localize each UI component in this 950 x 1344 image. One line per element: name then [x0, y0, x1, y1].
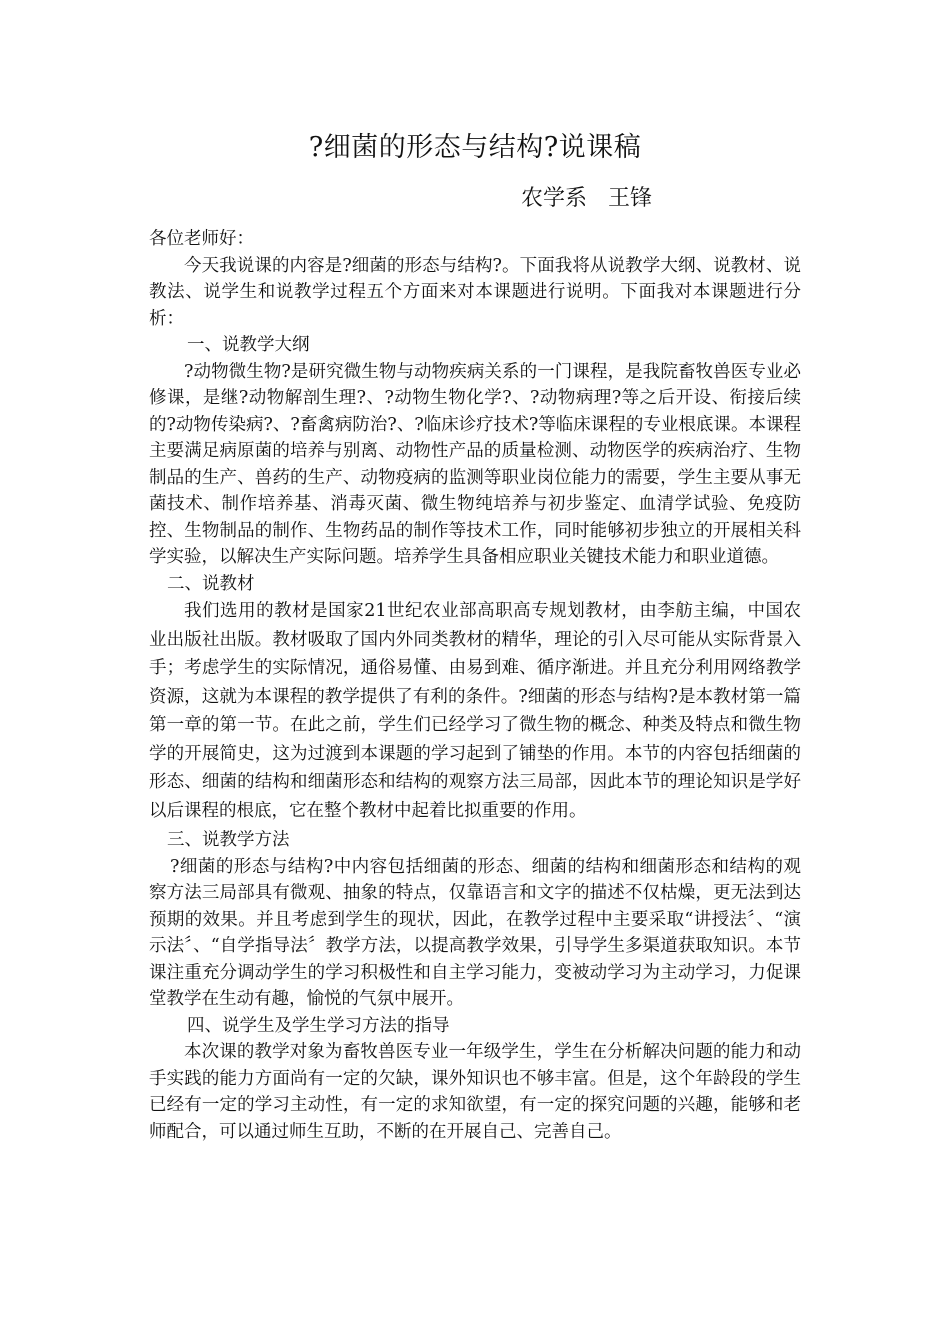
section-paragraph-syllabus: ?动物微生物?是研究微生物与动物疾病关系的一门课程，是我院畜牧兽医专业必修课，是继?动物解剖生理?、?动物生物化学?、?动物病理?等之后开设、衔接后续的?动物传染病?、?畜禽病防治?、?临床诊疗技术?等临床课程的专业根底课。本课程主要满足病原菌的培养与别离、动物性产品的质量检测、动物医学的疾病治疗、生物制品的生产、兽药的生产、动物疫病的监测等职业岗位能力的需要，学生主要从事无菌技术、制作培养基、消毒灭菌、微生物纯培养与初步鉴定、血清学试验、免疫防控、生物制品的制作、生物药品的制作等技术工作，同时能够初步独立的开展相关科学实验，以解决生产实际问题。培养学生具备相应职业关键技术能力和职业道德。 — [149, 361, 801, 567]
section-paragraph-textbook: 我们选用的教材是国家21世纪农业部高职高专规划教材，由李舫主编，中国农业出版社出版。教材吸取了国内外同类教材的精华，理论的引入尽可能从实际背景入手；考虑学生的实际情况，通俗易懂、由易到难、循序渐进。并且充分利用网络教学资源，这就为本课程的教学提供了有利的条件。?细菌的形态与结构?是本教材第一篇第一章的第一节。在此之前，学生们已经学习了微生物的概念、种类及特点和微生物学的开展简史，这为过渡到本课题的学习起到了铺垫的作用。本节的内容包括细菌的形态、细菌的结构和细菌形态和结构的观察方法三局部，因此本节的理论知识是学好以后课程的根底，它在整个教材中起着比拟重要的作用。 — [149, 601, 801, 821]
section-heading-method: 三、说教学方法 — [167, 830, 290, 850]
section-heading-syllabus: 一、说教学大纲 — [187, 335, 310, 355]
greeting: 各位老师好： — [149, 229, 254, 249]
section-paragraph-method: ?细菌的形态与结构?中内容包括细菌的形态、细菌的结构和细菌形态和结构的观察方法三局部具有微观、抽象的特点，仅靠语言和文字的描述不仅枯燥，更无法到达预期的效果。并且考虑到学生的现状，因此，在教学过程中主要采取“讲授法〞、“演示法〞、“自学指导法〞教学方法，以提高教学效果，引导学生多渠道获取知识。本节课注重充分调动学生的学习积极性和自主学习能力，变被动学习为主动学习，力促课堂教学在生动有趣，愉悦的气氛中展开。 — [149, 856, 801, 1009]
document-title: ?细菌的形态与结构?说课稿 — [308, 132, 642, 163]
section-paragraph-students: 本次课的教学对象为畜牧兽医专业一年级学生，学生在分析解决问题的能力和动手实践的能力方面尚有一定的欠缺，课外知识也不够丰富。但是，这个年龄段的学生已经有一定的学习主动性，有一定的求知欲望，有一定的探究问题的兴趣，能够和老师配合，可以通过师生互助，不断的在开展自己、完善自己。 — [149, 1042, 801, 1142]
author-line: 农学系 王锋 — [521, 186, 652, 211]
section-heading-textbook: 二、说教材 — [167, 573, 255, 594]
intro-paragraph: 今天我说课的内容是?细菌的形态与结构?。下面我将从说教学大纲、说教材、说教法、说学生和说教学过程五个方面来对本课题进行说明。下面我对本课题进行分析： — [149, 255, 801, 329]
section-heading-students: 四、说学生及学生学习方法的指导 — [187, 1015, 450, 1036]
document-body — [149, 226, 801, 1145]
